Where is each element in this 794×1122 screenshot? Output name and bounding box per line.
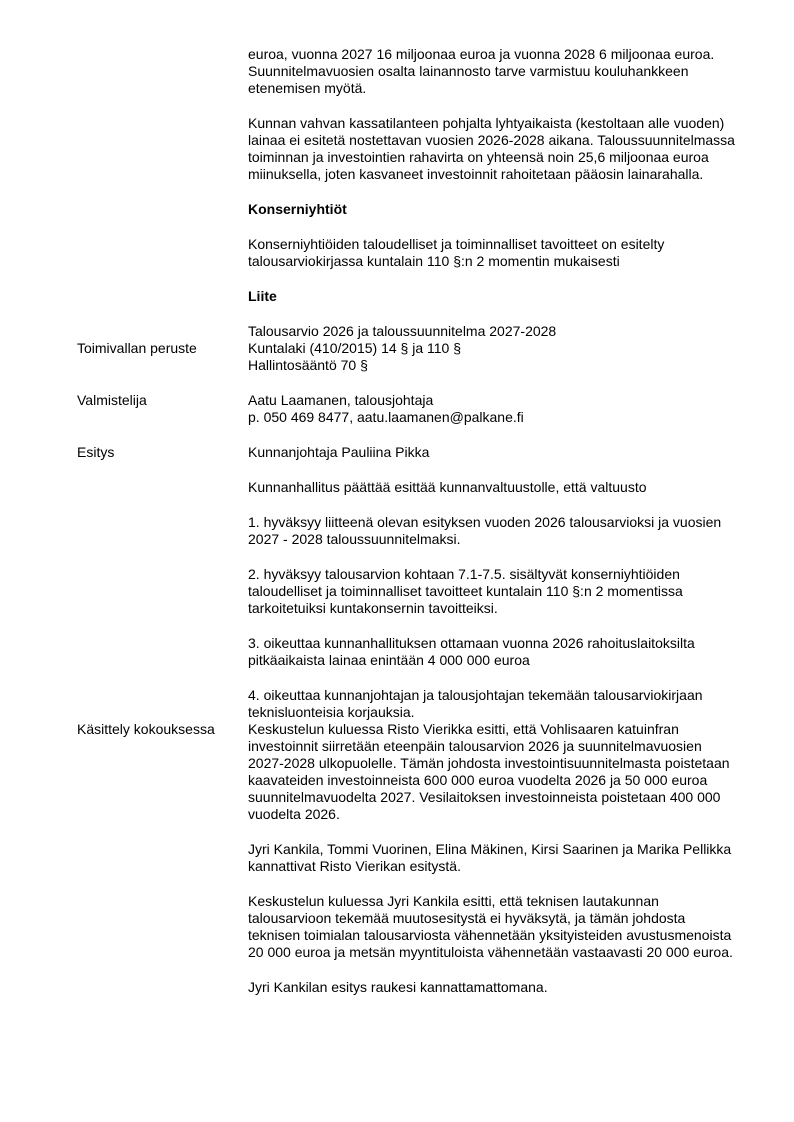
- paragraph: 3. oikeuttaa kunnanhallituksen ottamaan vuonna 2026 rahoituslaitoksilta pitkäaikaista lainaa enintään 4 000 000 euroa: [248, 635, 695, 668]
- section-content: [248, 721, 738, 996]
- paragraph: Talousarvio 2026 ja taloussuunnitelma 2027-2028: [248, 323, 557, 339]
- paragraph: 2. hyväksyy talousarvion kohtaan 7.1-7.5. sisältyvät konserniyhtiöiden taloudelliset ja toiminnalliset tavoitteet kuntalain 110 §:n 2 momentissa tarkoitetuiksi kuntakonsernin tavoitteiksi.: [248, 566, 683, 616]
- paragraph: 4. oikeuttaa kunnanjohtajan ja talousjohtajan tekemään talousarviokirjaan teknisluonteisia korjauksia.: [248, 687, 703, 720]
- paragraph: euroa, vuonna 2027 16 miljoonaa euroa ja vuonna 2028 6 miljoonaa euroa. Suunnitelmavuosien osalta lainannosto tarve varmistuu kouluhankkeen etenemisen myötä.: [248, 46, 715, 96]
- section-toimivallan-peruste: [77, 340, 738, 374]
- section-label: Käsittely kokouksessa: [77, 721, 215, 737]
- section-valmistelija: [77, 392, 738, 426]
- paragraph: 1. hyväksyy liitteenä olevan esityksen vuoden 2026 talousarvioksi ja vuosien 2027 - 2028 taloussuunnitelmaksi.: [248, 514, 722, 547]
- text-line: p. 050 469 8477, aatu.laamanen@palkane.fi: [248, 409, 524, 425]
- section-kasittely-kokouksessa: [77, 721, 738, 996]
- paragraph: Keskustelun kuluessa Risto Vierikka esitti, että Vohlisaaren katuinfran investoinnit siirretään eteenpäin talousarvion 2026 ja suunnitelmavuosien 2027-2028 ulkopuolelle. Tämän johdosta investointisuunnitelmasta poistetaan kaavateiden investoinneista 600 000 euroa vuodelta 2026 ja 50 000 euroa suunnitelmavuodelta 2027. Vesilaitoksen investoinneista poistetaan 400 000 vuodelta 2026.: [248, 721, 730, 822]
- section-heading-konserniyhtiot: Konserniyhtiöt: [248, 201, 347, 217]
- paragraph: Kunnanjohtaja Pauliina Pikka: [248, 444, 430, 460]
- section-label: Esitys: [77, 444, 115, 460]
- section-label: Valmistelija: [77, 392, 147, 408]
- paragraph: Jyri Kankilan esitys raukesi kannattamattomana.: [248, 979, 548, 995]
- text-line: Hallintosääntö 70 §: [248, 357, 368, 373]
- section-content: [248, 392, 738, 426]
- paragraph: Kunnan vahvan kassatilanteen pohjalta lyhtyaikaista (kestoltaan alle vuoden) lainaa ei esitetä nostettavan vuosien 2026-2028 aikana. Taloussuunnitelmassa toiminnan ja investointien rahavirta on yhteensä noin 25,6 miljoonaa euroa miinuksella, joten kasvaneet investoinnit rahoitetaan pääosin lainarahalla.: [248, 115, 735, 182]
- section-content: [248, 444, 738, 721]
- section-label: Toimivallan peruste: [77, 340, 197, 356]
- text-line: Aatu Laamanen, talousjohtaja: [248, 392, 434, 408]
- section-content: [248, 340, 738, 374]
- paragraph: Konserniyhtiöiden taloudelliset ja toiminnalliset tavoitteet on esitelty talousarviokirjassa kuntalain 110 §:n 2 momentin mukaisesti: [248, 236, 665, 269]
- section-heading-liite: Liite: [248, 288, 277, 304]
- paragraph: Keskustelun kuluessa Jyri Kankila esitti, että teknisen lautakunnan talousarvioon tekemää muutosesitystä ei hyväksytä, ja tämän johdosta teknisen toimialan talousarviosta vähennetään yksityisteiden avustusmenoista 20 000 euroa ja metsän myyntituloista vähennetään vastaavasti 20 000 euroa.: [248, 893, 733, 960]
- paragraph: Kunnanhallitus päättää esittää kunnanvaltuustolle, että valtuusto: [248, 479, 647, 495]
- intro-block: [248, 46, 738, 340]
- text-line: Kuntalaki (410/2015) 14 § ja 110 §: [248, 340, 462, 356]
- paragraph: Jyri Kankila, Tommi Vuorinen, Elina Mäkinen, Kirsi Saarinen ja Marika Pellikka kannattivat Risto Vierikan esitystä.: [248, 841, 732, 874]
- section-esitys: [77, 444, 738, 721]
